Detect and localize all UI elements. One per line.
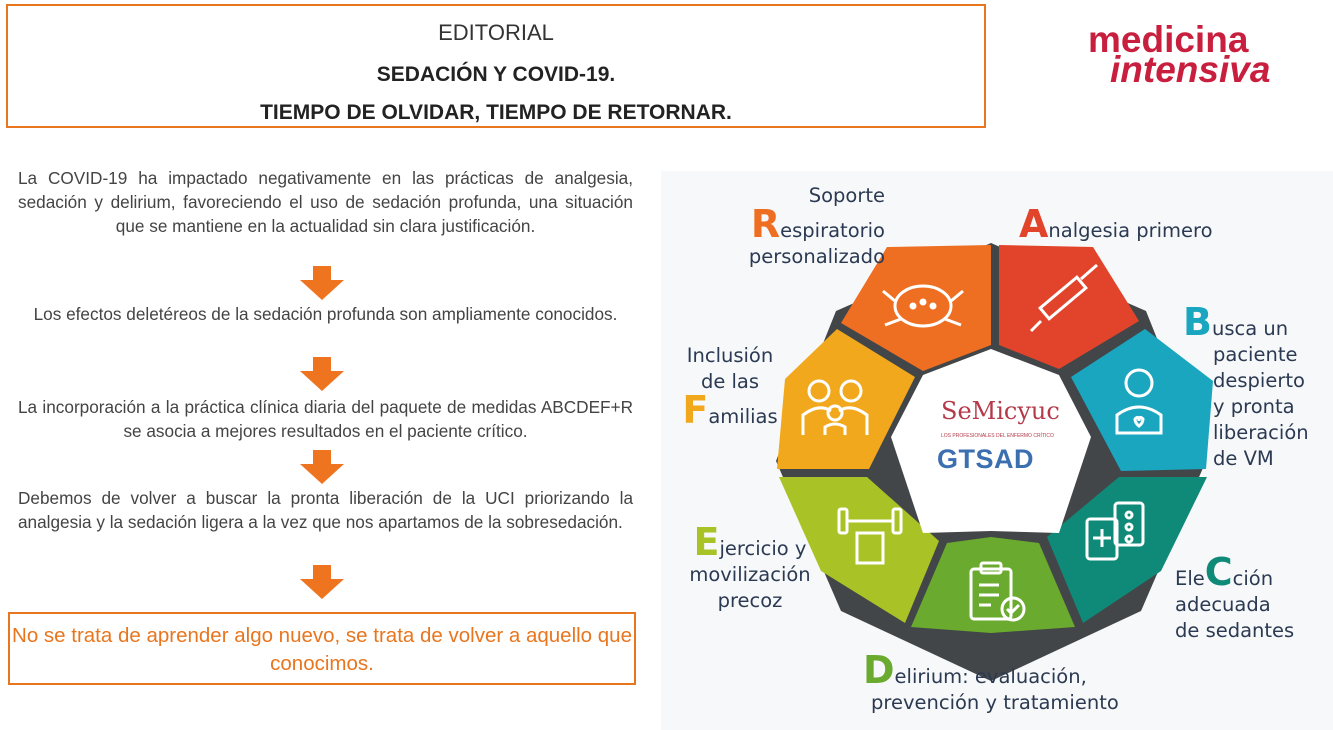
label-b: Busca un paciente despierto y pronta liberación de VM (1183, 300, 1309, 470)
paragraph-abcdef-bundle: La incorporación a la práctica clínica diaria del paquete de medidas ABCDEF+R se asocia a mejores resultados en el paciente crítico. (18, 397, 633, 441)
paragraph-covid-impact: La COVID-19 ha impactado negativamente en las prácticas de analgesia, sedación y delirium, favoreciendo el uso de sedación profunda, una situación que se mantiene en la actualidad sin clara justificación. (18, 168, 633, 236)
down-arrow-icon (300, 357, 344, 391)
label-f: Inclusión de las Familias (682, 344, 778, 432)
semicyuc-logo: SeMicyuc (941, 397, 1060, 425)
down-arrow-icon (300, 565, 344, 599)
title-line-2: TIEMPO DE OLVIDAR, TIEMPO DE RETORNAR. (260, 101, 732, 124)
label-c: EleCción adecuada de sedantes (1175, 550, 1295, 642)
logo-line-2: intensiva (1110, 49, 1271, 90)
label-d: Delirium: evaluación, prevención y tratamiento (863, 648, 1119, 714)
section-label: EDITORIAL (438, 20, 554, 45)
down-arrow-icon (300, 450, 344, 484)
paragraph-return-to-analgesia: Debemos de volver a buscar la pronta liberación de la UCI priorizando la analgesia y la sedación ligera a la vez que nos apartamos de la sobresedación. (18, 488, 633, 532)
label-e: Ejercicio y movilización precoz (689, 520, 811, 612)
down-arrow-icon (300, 266, 344, 300)
editorial-header (6, 4, 986, 128)
journal-logo (1088, 19, 1318, 90)
conclusion-box: No se trata de aprender algo nuevo, se trata de volver a aquello que conocimos. (8, 612, 636, 685)
logo-line-1: medicina (1088, 19, 1249, 60)
semicyuc-tagline: LOS PROFESIONALES DEL ENFERMO CRÍTICO (941, 433, 1054, 439)
title-line-1: SEDACIÓN Y COVID-19. (376, 63, 616, 86)
label-r: Soporte Respiratorio personalizado (748, 184, 885, 268)
gtsad-logo: GTSAD (937, 444, 1034, 474)
abcdef-r-diagram (661, 171, 1333, 730)
label-a: Analgesia primero (1019, 202, 1213, 246)
paragraph-deep-sedation-effects: Los efectos deletéreos de la sedación profunda son ampliamente conocidos. (33, 304, 618, 324)
